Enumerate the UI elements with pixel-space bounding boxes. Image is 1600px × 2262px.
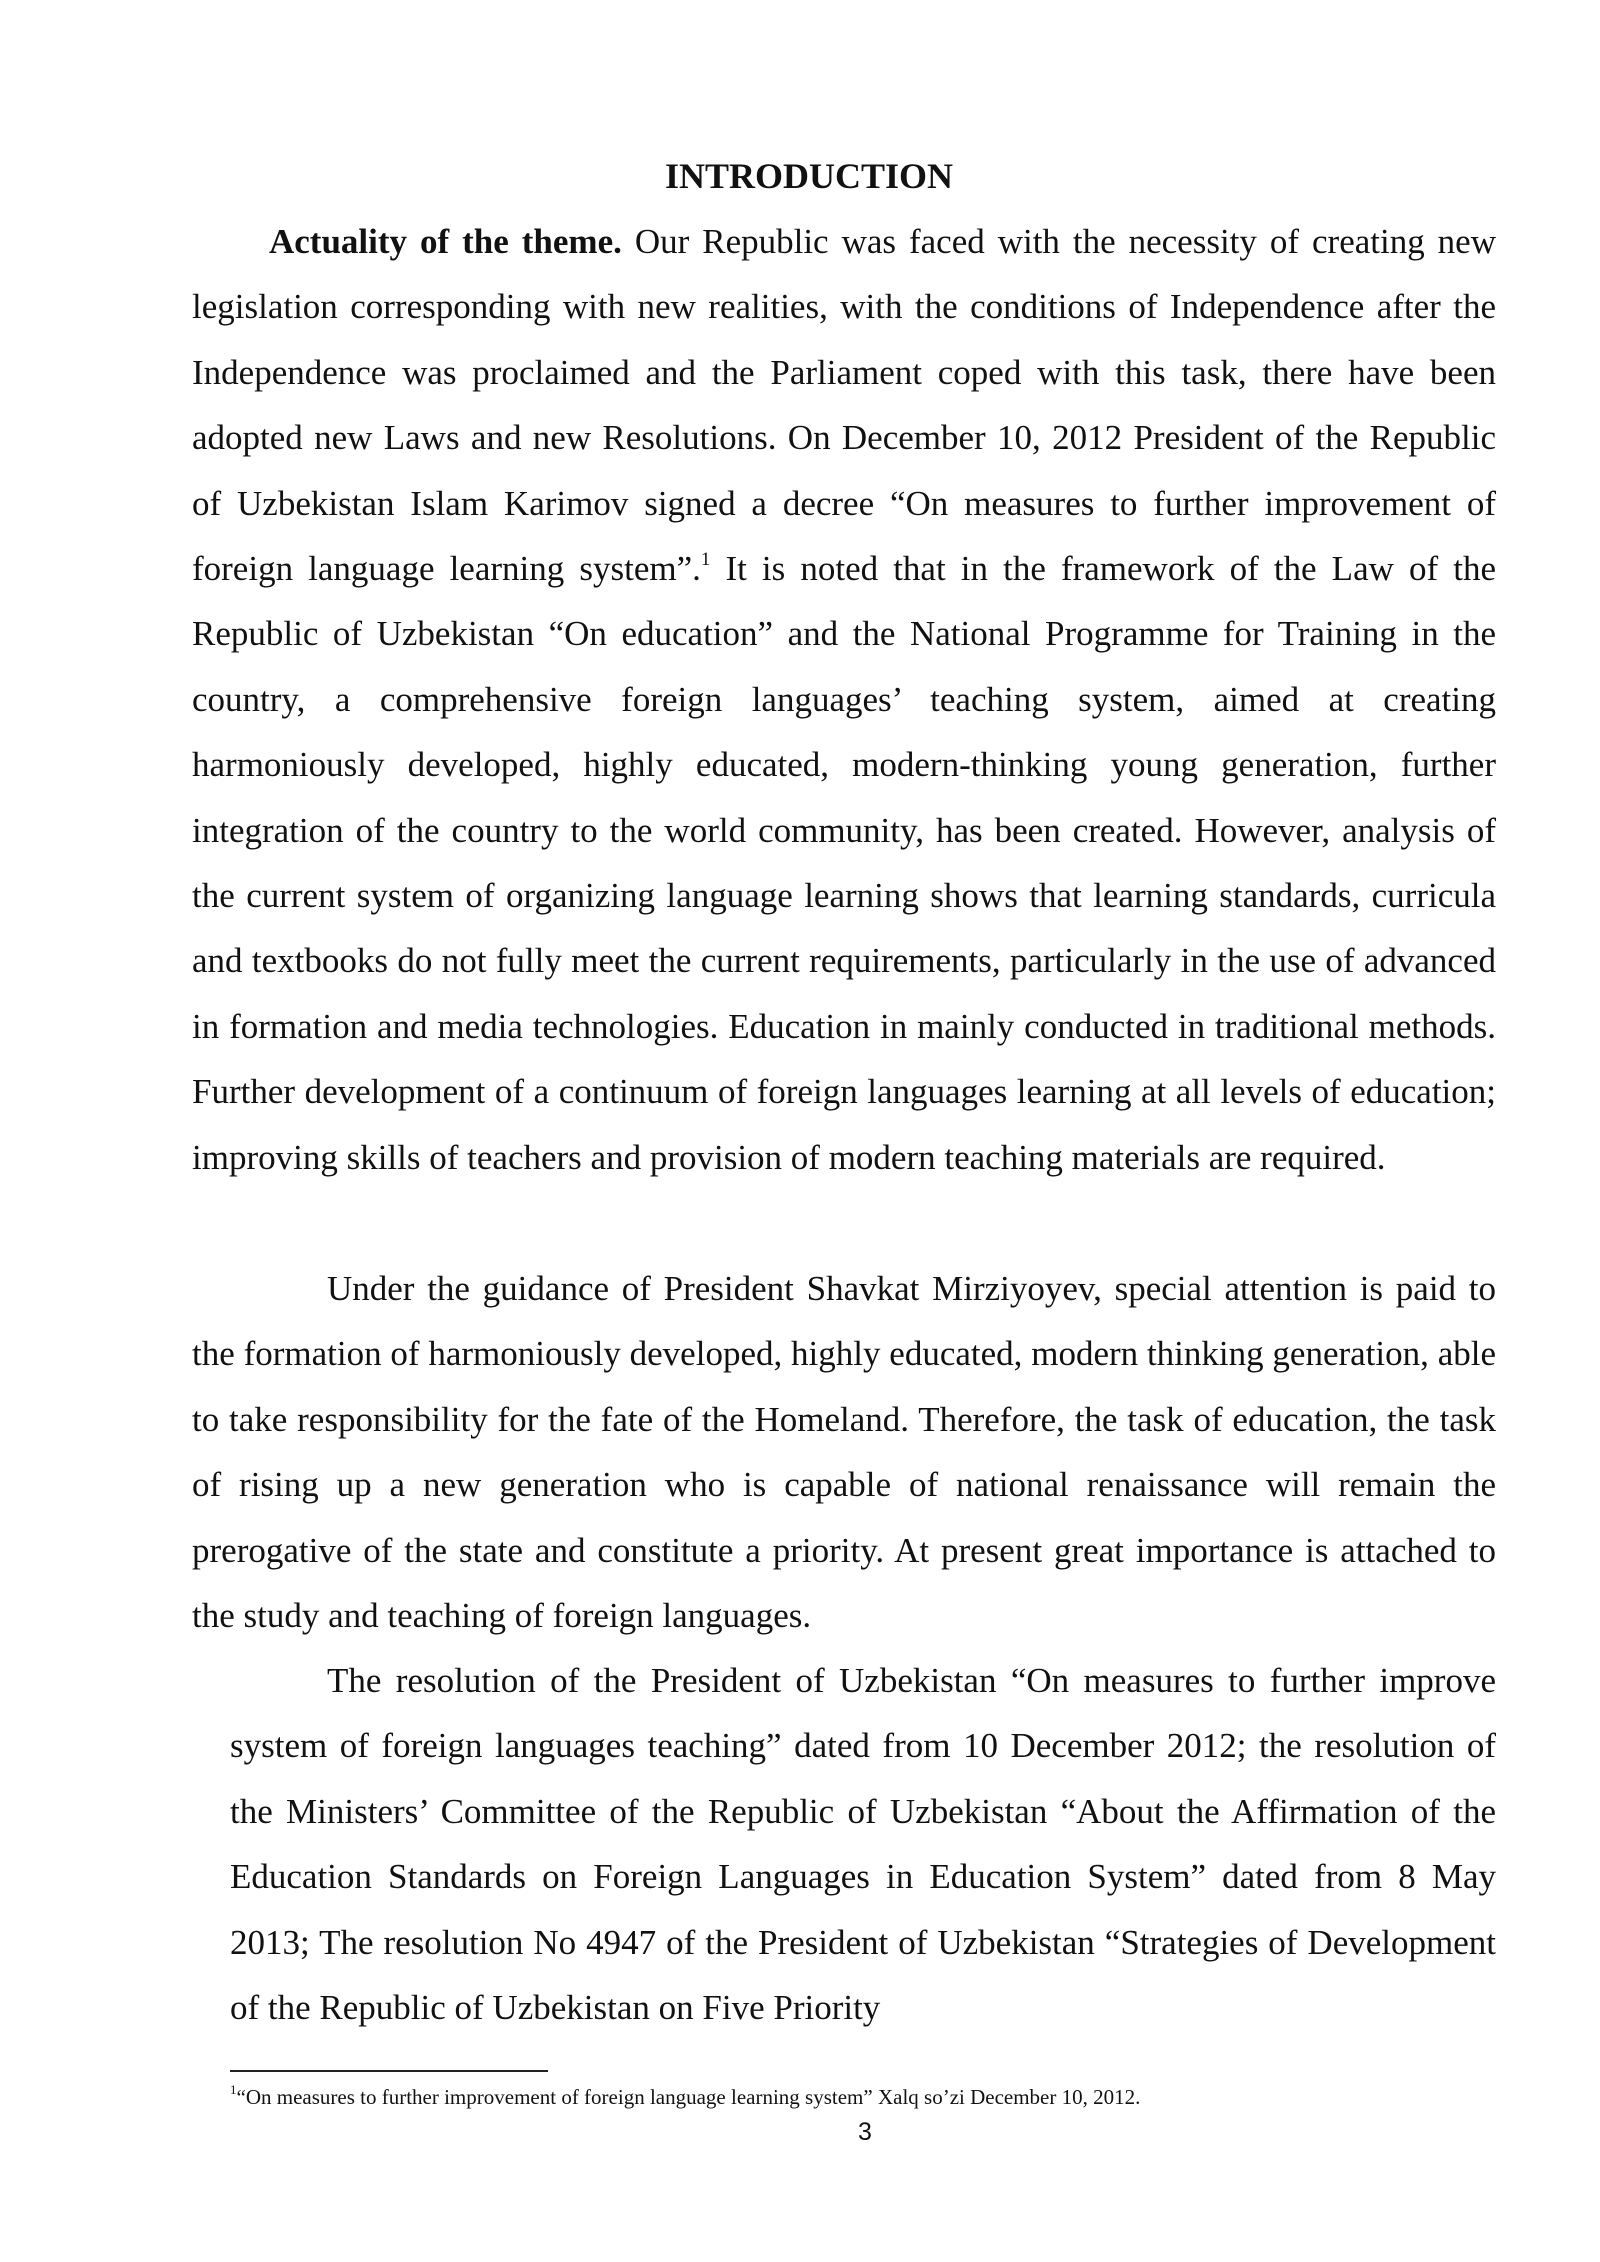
footnote-mark: 1 bbox=[230, 2082, 237, 2097]
paragraph-1-text-a: Our Republic was faced with the necessity of creating new legislation corresponding with new realities, with the conditions of Independence after the Independence was proclaimed and the Parliament coped with this task, there have been adopted new Laws and new Resolutions. On December 10, 2012 President of the Republic of Uzbekistan Islam Karimov signed a decree “On measures to further improvement of foreign language learning system”. bbox=[192, 222, 1496, 589]
footnote bbox=[230, 2082, 1496, 2112]
footnote-reference[interactable]: 1 bbox=[700, 549, 711, 571]
lead-label: Actuality of the theme. bbox=[269, 222, 622, 261]
paragraph-1-text-b: It is noted that in the framework of the Law of the Republic of Uzbekistan “On education” and the National Programme for Training in the country, a comprehensive foreign languages’ teaching system, aimed at creating harmoniously developed, highly educated, modern-thinking young generation, further integration of the country to the world community, has been created. However, analysis of the current system of organizing language learning shows that learning standards, curricula and textbooks do not fully meet the current requirements, particularly in the use of advanced in formation and media technologies. Education in mainly conducted in traditional methods. Further development of a continuum of foreign languages learning at all levels of education; improving skills of teachers and provision of modern teaching materials are required. bbox=[192, 549, 1496, 1177]
body-paragraph-2: Under the guidance of President Shavkat Mirziyoyev, special attention is paid to the formation of harmoniously developed, highly educated, modern thinking generation, able to take responsibility for the fate of the Homeland. Therefore, the task of education, the task of rising up a new generation who is capable of national renaissance will remain the prerogative of the state and constitute a priority. At present great importance is attached to the study and teaching of foreign languages. bbox=[192, 1269, 1496, 1636]
page-number: 3 bbox=[858, 2118, 872, 2146]
section-heading: INTRODUCTION bbox=[664, 156, 954, 196]
body-paragraph-1 bbox=[192, 209, 1496, 1190]
footnote-separator bbox=[230, 2070, 548, 2072]
body-paragraph-3: The resolution of the President of Uzbekistan “On measures to further improve system of foreign languages teaching” dated from 10 December 2012; the resolution of the Ministers’ Committee of the Republic of Uzbekistan “About the Affirmation of the Education Standards on Foreign Languages in Education System” dated from 8 May 2013; The resolution No 4947 of the President of Uzbekistan “Strategies of Development of the Republic of Uzbekistan on Five Priority bbox=[230, 1661, 1496, 2028]
footnote-text: “On measures to further improvement of foreign language learning system” Xalq so’zi December 10, 2012. bbox=[236, 2085, 1141, 2109]
